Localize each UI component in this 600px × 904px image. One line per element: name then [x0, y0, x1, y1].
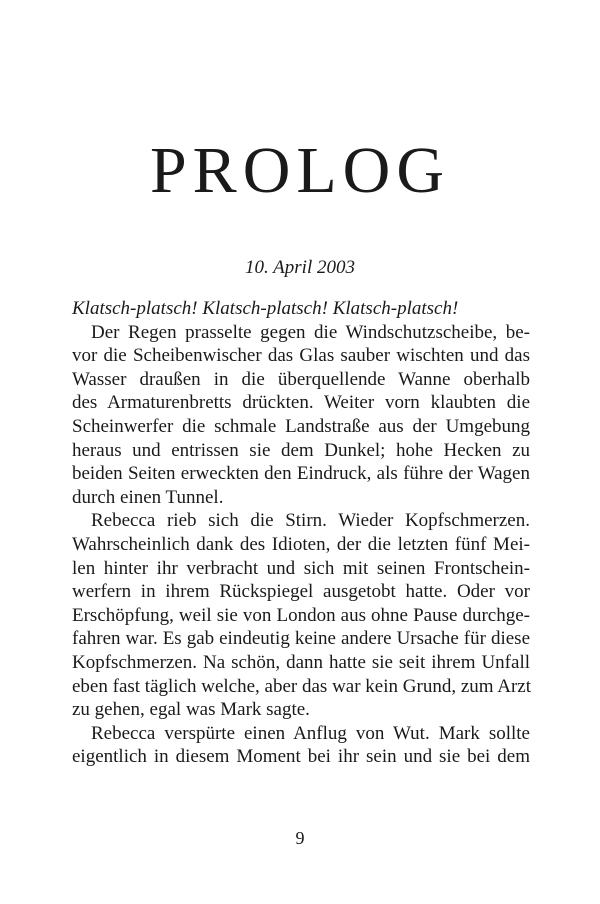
text-line: len hinter ihr verbracht und sich mit seinen Frontschein-	[72, 557, 530, 579]
text-line: werfern in ihrem Rückspiegel ausgetobt hatte. Oder vor	[72, 581, 530, 603]
text-line: Klatsch-platsch! Klatsch-platsch! Klatsch-platsch!	[72, 298, 459, 319]
text-line: Wasser draußen in die überquellende Wanne oberhalb	[72, 368, 530, 390]
text-line: Wahrscheinlich dank des Idioten, der die letzten fünf Mei-	[72, 533, 530, 555]
text-line: des Armaturenbretts drückten. Weiter vorn klaubten die	[72, 392, 530, 414]
text-line: zu gehen, egal was Mark sagte.	[72, 699, 310, 721]
text-line: Rebecca rieb sich die Stirn. Wieder Kopfschmerzen.	[91, 510, 530, 532]
text-line: vor die Scheibenwischer das Glas sauber wischten und das	[72, 345, 530, 367]
text-line: durch einen Tunnel.	[72, 486, 224, 508]
text-line: beiden Seiten erweckten den Eindruck, als führe der Wagen	[72, 463, 530, 485]
text-line: eigentlich in diesem Moment bei ihr sein und sie bei dem	[72, 746, 530, 768]
text-line: Erschöpfung, weil sie von London aus ohne Pause durchge-	[72, 604, 530, 626]
page-number: 9	[295, 828, 305, 848]
text-line: heraus und entrissen sie dem Dunkel; hohe Hecken zu	[72, 439, 530, 461]
chapter-title: PROLOG	[149, 134, 451, 207]
text-line: Kopfschmerzen. Na schön, dann hatte sie seit ihrem Unfall	[72, 651, 530, 673]
text-line: fahren war. Es gab eindeutig keine andere Ursache für diese	[72, 628, 530, 650]
text-line: Rebecca verspürte einen Anflug von Wut. Mark sollte	[91, 722, 530, 744]
text-line: eben fast täglich welche, aber das war kein Grund, zum Arzt	[72, 675, 531, 697]
chapter-date: 10. April 2003	[245, 257, 355, 278]
text-line: Scheinwerfer die schmale Landstraße aus der Umgebung	[72, 415, 530, 437]
text-line: Der Regen prasselte gegen die Windschutzscheibe, be-	[91, 321, 530, 343]
body-text	[72, 297, 530, 769]
